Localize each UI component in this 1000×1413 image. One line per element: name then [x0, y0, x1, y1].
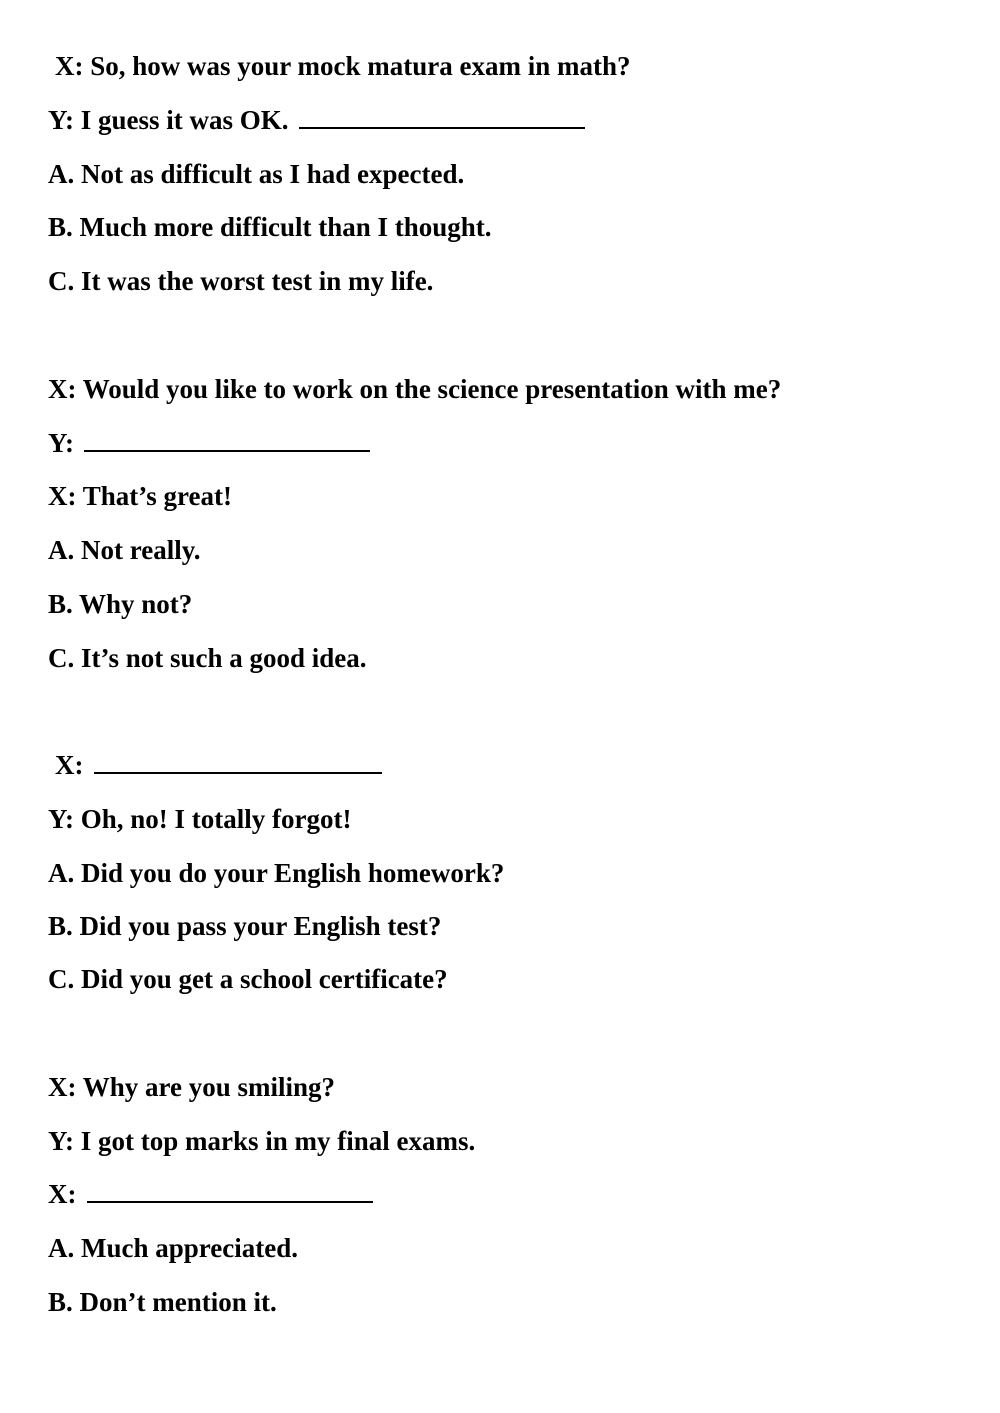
q4-reply-label: X:	[48, 1179, 77, 1209]
q2-followup	[48, 480, 232, 512]
q3-prompt-line	[55, 749, 382, 781]
q1-answer-blank[interactable]	[299, 105, 585, 129]
q3-answer-blank[interactable]	[94, 750, 382, 774]
q2-option-a[interactable]	[48, 534, 200, 566]
q2-prompt	[48, 373, 781, 405]
q1-prompt	[55, 50, 631, 82]
q3-option-a-text: A. Did you do your English homework?	[48, 858, 505, 888]
q4-prompt-text: X: Why are you smiling?	[48, 1072, 336, 1102]
q3-option-c-text: C. Did you get a school certificate?	[48, 964, 448, 994]
q3-option-b[interactable]	[48, 910, 441, 942]
q4-response	[48, 1125, 475, 1157]
q1-option-c[interactable]	[48, 265, 433, 297]
q4-option-a-text: A. Much appreciated.	[48, 1233, 298, 1263]
q3-option-a[interactable]	[48, 857, 504, 889]
q3-option-b-text: B. Did you pass your English test?	[48, 911, 442, 941]
q4-prompt	[48, 1071, 335, 1103]
q2-option-b-text: B. Why not?	[48, 589, 193, 619]
q2-option-c-text: C. It’s not such a good idea.	[48, 643, 367, 673]
q1-prompt-text: X: So, how was your mock matura exam in math?	[55, 51, 631, 81]
q2-answer-blank[interactable]	[84, 428, 370, 452]
q3-prompt-label: X:	[55, 750, 84, 780]
q2-prompt-text: X: Would you like to work on the science presentation with me?	[48, 374, 782, 404]
q4-option-a[interactable]	[48, 1232, 298, 1264]
q1-option-a[interactable]	[48, 158, 464, 190]
q2-option-c[interactable]	[48, 642, 367, 674]
q4-response-text: Y: I got top marks in my final exams.	[48, 1126, 476, 1156]
q3-option-c[interactable]	[48, 963, 448, 995]
q1-option-c-text: C. It was the worst test in my life.	[48, 266, 434, 296]
q2-followup-text: X: That’s great!	[48, 481, 232, 511]
q1-response-line	[48, 104, 585, 136]
q1-option-b[interactable]	[48, 211, 492, 243]
q4-answer-blank[interactable]	[87, 1179, 373, 1203]
q2-response-line	[48, 427, 370, 459]
q4-option-b[interactable]	[48, 1286, 277, 1318]
q2-option-b[interactable]	[48, 588, 192, 620]
q1-response-text: Y: I guess it was OK.	[48, 105, 289, 135]
q1-option-a-text: A. Not as difficult as I had expected.	[48, 159, 465, 189]
q1-option-b-text: B. Much more difficult than I thought.	[48, 212, 492, 242]
q2-response-label: Y:	[48, 428, 75, 458]
q4-reply-line	[48, 1178, 373, 1210]
q3-response	[48, 803, 352, 835]
q3-response-text: Y: Oh, no! I totally forgot!	[48, 804, 352, 834]
q4-option-b-text: B. Don’t mention it.	[48, 1287, 277, 1317]
q2-option-a-text: A. Not really.	[48, 535, 201, 565]
